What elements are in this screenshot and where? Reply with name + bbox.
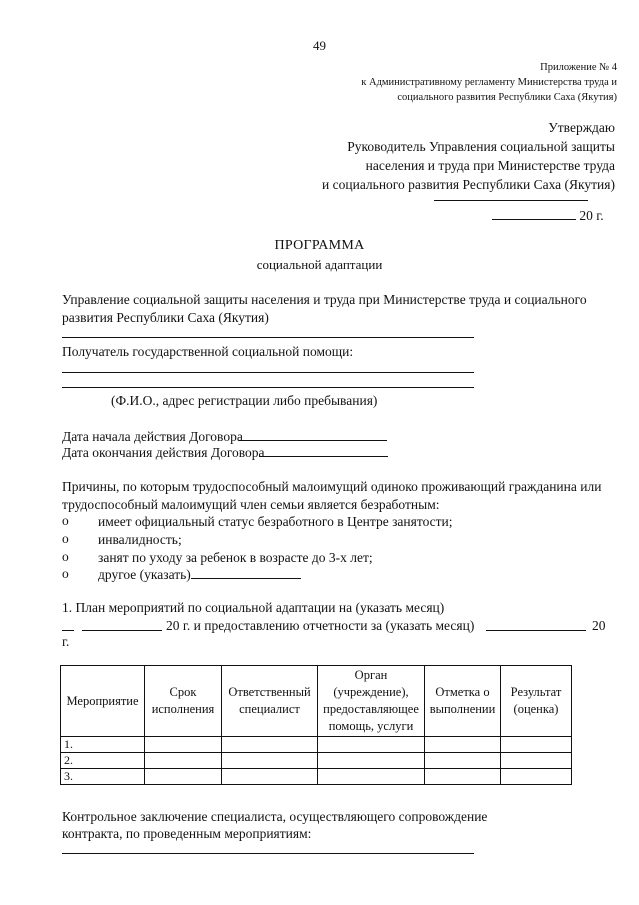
contract-start-label: Дата начала действия Договора	[62, 429, 243, 444]
other-reason-field[interactable]	[191, 578, 301, 579]
document-title: ПРОГРАММА	[274, 238, 365, 253]
column-header: Результат (оценка)	[501, 666, 572, 737]
document-subtitle: социальной адаптации	[256, 257, 383, 272]
reason-item: другое (указать)	[98, 567, 191, 582]
plan-table	[60, 665, 572, 785]
column-header: Мероприятие	[61, 666, 145, 737]
bullet-marker: o	[62, 566, 69, 581]
recipient-name-line[interactable]	[62, 372, 474, 373]
table-cell[interactable]	[222, 737, 318, 753]
date-blank[interactable]	[492, 206, 576, 220]
table-cell[interactable]	[318, 753, 425, 769]
bullet-marker: o	[62, 531, 69, 546]
table-row	[61, 737, 572, 753]
table-cell[interactable]	[145, 753, 222, 769]
plan-line: 20 г. и предоставлению отчетности за (указать месяц)	[166, 618, 475, 633]
approval-block	[322, 118, 615, 194]
plan-line: 1. План мероприятий по социальной адаптации на (указать месяц)	[62, 600, 445, 615]
signature-line[interactable]	[434, 200, 588, 201]
table-cell[interactable]	[222, 769, 318, 785]
table-header-row	[61, 666, 572, 737]
column-header: Ответственный специалист	[222, 666, 318, 737]
reasons-line: Причины, по которым трудоспособный малоимущий одиноко проживающий гражданина или	[62, 479, 602, 494]
page-number: 49	[313, 38, 326, 53]
table-cell[interactable]	[318, 769, 425, 785]
conclusion-field[interactable]	[62, 853, 474, 854]
table-cell[interactable]	[501, 753, 572, 769]
date-year-suffix: 20 г.	[579, 208, 604, 223]
approval-line: Руководитель Управления социальной защиты	[347, 139, 615, 154]
table-cell[interactable]	[318, 737, 425, 753]
plan-year: 20	[592, 618, 606, 633]
column-header: Орган (учреждение), предоставляющее помощь, услуги	[318, 666, 425, 737]
bullet-marker: o	[62, 549, 69, 564]
table-cell[interactable]	[145, 737, 222, 753]
conclusion-line: контракта, по проведенным мероприятиям:	[62, 826, 312, 841]
appendix-line: Приложение № 4	[540, 62, 617, 73]
conclusion-line: Контрольное заключение специалиста, осуществляющего сопровождение	[62, 809, 488, 824]
approval-line: и социального развития Республики Саха (Якутия)	[322, 177, 615, 192]
table-cell[interactable]	[501, 769, 572, 785]
recipient-address-line[interactable]	[62, 387, 474, 388]
plan-blank-short[interactable]	[62, 630, 74, 631]
appendix-note	[361, 60, 617, 105]
table-cell[interactable]	[425, 769, 501, 785]
plan-year-suffix: г.	[62, 634, 70, 649]
contract-end-field[interactable]	[259, 456, 388, 457]
row-number: 1.	[61, 737, 145, 753]
appendix-line: социального развития Республики Саха (Якутия)	[397, 92, 617, 103]
appendix-line: к Административному регламенту Министерства труда и	[361, 77, 617, 88]
approval-line: Утверждаю	[548, 120, 615, 135]
reason-item: имеет официальный статус безработного в Центре занятости;	[98, 514, 453, 529]
table-row	[61, 769, 572, 785]
recipient-caption: (Ф.И.О., адрес регистрации либо пребывания)	[111, 393, 378, 408]
contract-start-field[interactable]	[239, 440, 387, 441]
column-header: Срок исполнения	[145, 666, 222, 737]
table-cell[interactable]	[425, 737, 501, 753]
report-month-field[interactable]	[486, 630, 586, 631]
contract-end-label: Дата окончания действия Договора	[62, 445, 265, 460]
table-cell[interactable]	[145, 769, 222, 785]
table-cell[interactable]	[222, 753, 318, 769]
reason-item: занят по уходу за ребенок в возрасте до 3-х лет;	[98, 550, 373, 565]
reasons-line: трудоспособный малоимущий член семьи является безработным:	[62, 497, 440, 512]
department-line: развития Республики Саха (Якутия)	[62, 310, 269, 325]
reason-item: инвалидность;	[98, 532, 182, 547]
blank-line[interactable]	[62, 337, 474, 338]
approval-date	[492, 206, 604, 224]
column-header: Отметка о выполнении	[425, 666, 501, 737]
department-line: Управление социальной защиты населения и труда при Министерстве труда и социального	[62, 292, 587, 307]
plan-month-field[interactable]	[82, 630, 162, 631]
table-cell[interactable]	[501, 737, 572, 753]
table-cell[interactable]	[425, 753, 501, 769]
table-row	[61, 753, 572, 769]
row-number: 2.	[61, 753, 145, 769]
row-number: 3.	[61, 769, 145, 785]
recipient-label: Получатель государственной социальной помощи:	[62, 344, 354, 359]
approval-line: населения и труда при Министерстве труда	[365, 158, 615, 173]
bullet-marker: o	[62, 513, 69, 528]
